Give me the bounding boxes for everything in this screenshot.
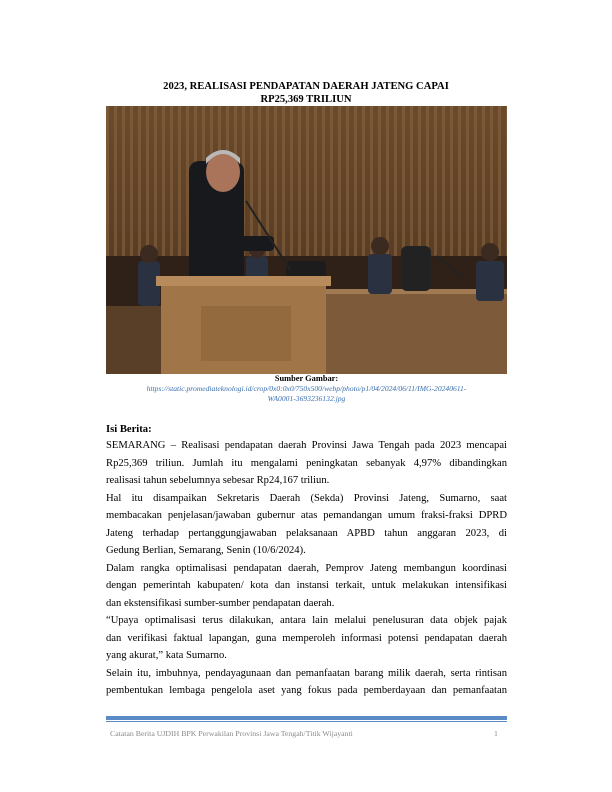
paragraph: [106, 490, 507, 560]
paragraph-line: Jateng terhadap pertanggungjawaban pelaksanaan APBD tahun anggaran 2023, di: [106, 527, 507, 539]
paragraph-line: pembentukan lembaga pengelola aset yang fokus pada pemberdayaan dan pemanfaatan: [106, 685, 507, 696]
paragraph-line: realisasi tahun sebelumnya sebesar Rp24,167 triliun.: [106, 475, 330, 486]
paragraph: [106, 665, 507, 700]
paragraph: [106, 612, 507, 665]
paragraph-line: Dalam rangka optimalisasi pendapatan daerah, Pemprov Jateng membangun koordinasi: [106, 562, 507, 574]
paragraph: [106, 437, 507, 490]
article-title: [105, 80, 507, 106]
page-number: 1: [494, 729, 498, 738]
article-title-line-1: 2023, REALISASI PENDAPATAN DAERAH JATENG CAPAI: [163, 81, 449, 92]
image-source-link-line-1[interactable]: https://static.promediateknologi.id/crop/0x0:0x0/750x500/webp/photo/p1/04/2024/06/11/IMG-20240611-: [146, 384, 467, 393]
paragraph-line: Rp25,369 triliun. Jumlah itu mengalami peningkatan sebanyak 4,97% dibandingkan: [106, 457, 507, 469]
paragraph-line: Gedung Berlian, Semarang, Senin (10/6/2024).: [106, 545, 306, 556]
section-heading: Isi Berita:: [106, 424, 152, 435]
footer-text: Catatan Berita UJDIH BPK Perwakilan Provinsi Jawa Tengah/Titik Wijayanti: [110, 729, 353, 738]
footer-rule-thin: [106, 721, 507, 722]
paragraph-line: dengan pemerintah kabupaten/ kota dan instansi terkait, untuk melakukan intensifikasi: [106, 580, 507, 591]
paragraph-line: SEMARANG – Realisasi pendapatan daerah Provinsi Jawa Tengah pada 2023 mencapai: [106, 440, 507, 451]
paragraph-line: Hal itu disampaikan Sekretaris Daerah (Sekda) Provinsi Jateng, Sumarno, saat: [106, 492, 507, 504]
article-body: [106, 437, 507, 700]
news-photo: [106, 106, 507, 374]
image-caption-label: Sumber Gambar:: [274, 374, 339, 383]
paragraph-line: dan verifikasi faktual lapangan, guna memperoleh informasi potensi pendapatan daerah: [106, 632, 507, 644]
paragraph-line: Selain itu, imbuhnya, pendayagunaan dan pemanfaatan barang milik daerah, serta rintisan: [106, 667, 507, 679]
paragraph: [106, 560, 507, 613]
paragraph-line: “Upaya optimalisasi terus dilakukan, antara lain melalui penelusuran data objek pajak: [106, 615, 507, 626]
paragraph-line: yang akurat,” kata Sumarno.: [106, 650, 227, 661]
paragraph-line: dan ekstensifikasi sumber-sumber pendapatan daerah.: [106, 597, 335, 609]
image-source-link-line-2[interactable]: WA0001-3693236132.jpg: [267, 394, 346, 403]
image-source-link[interactable]: [106, 384, 507, 404]
article-title-line-2: RP25,369 TRILIUN: [260, 94, 352, 105]
paragraph-line: membacakan penjelasan/jawaban gubernur atas pemandangan umum fraksi-fraksi DPRD: [106, 510, 507, 521]
footer-rule: [106, 716, 507, 720]
